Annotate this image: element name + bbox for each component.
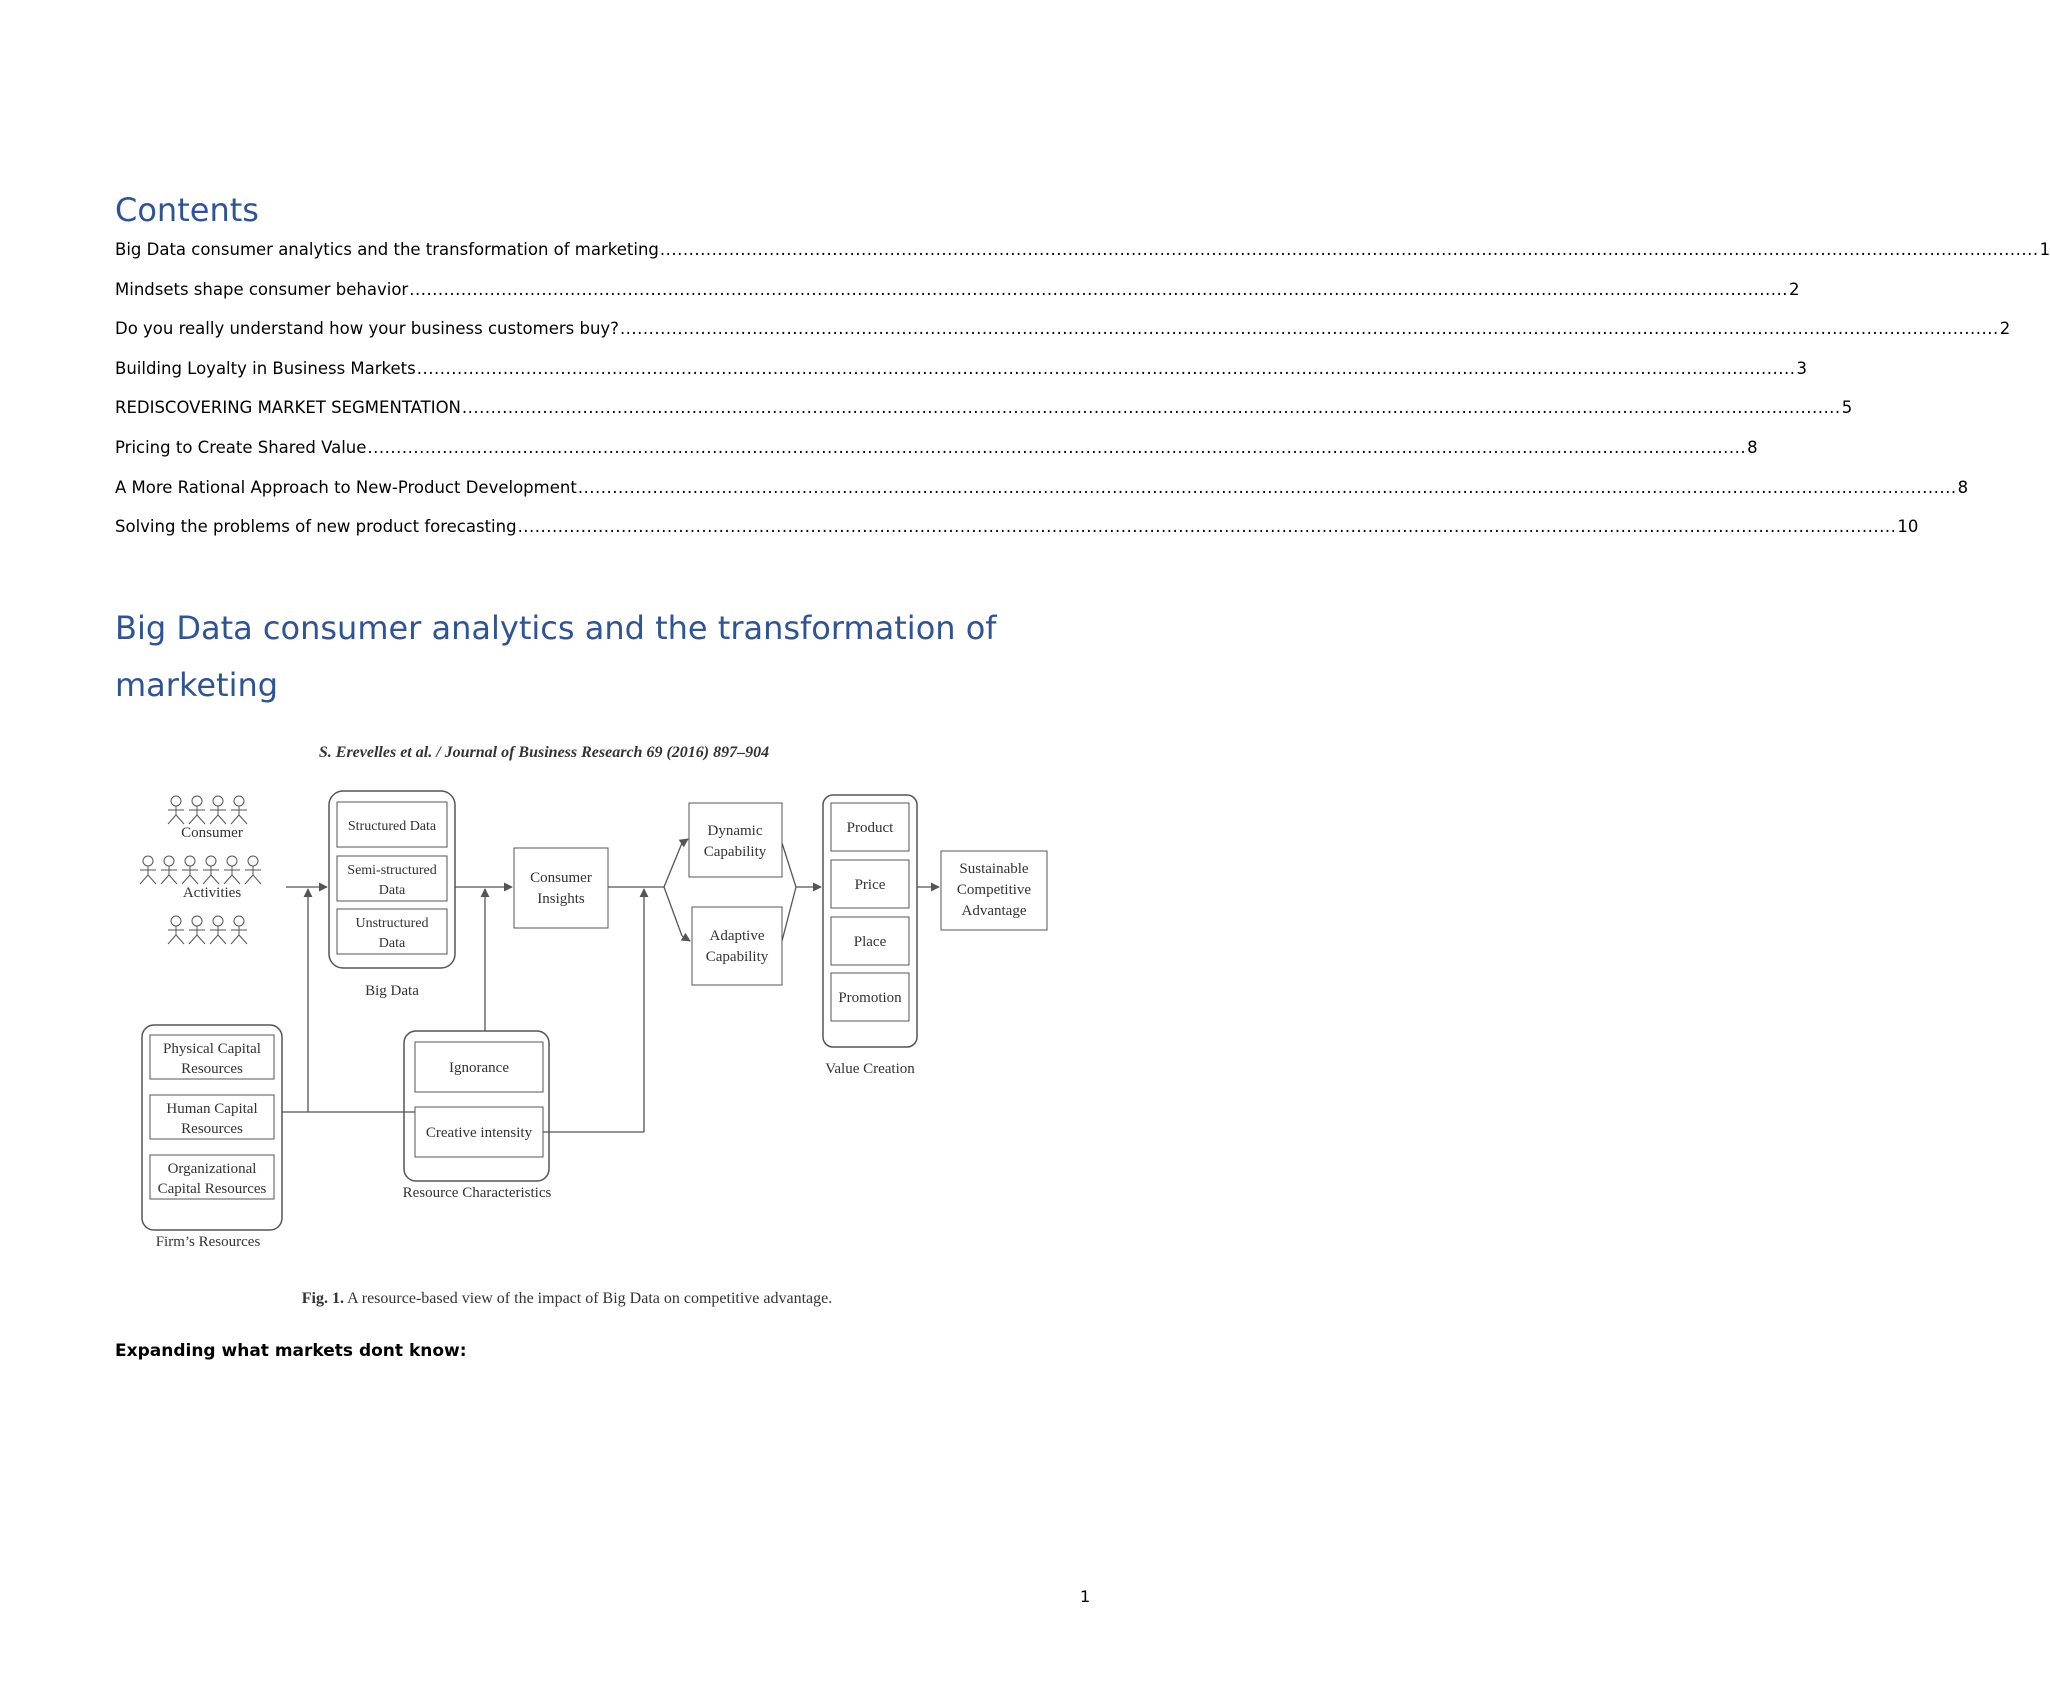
value-creation-label: Value Creation xyxy=(825,1061,915,1077)
value-price: Price xyxy=(854,877,886,893)
toc-entry-text[interactable]: Big Data consumer analytics and the transformation of marketing xyxy=(115,240,659,259)
value-promotion: Promotion xyxy=(838,990,902,1006)
toc-entry-text[interactable]: REDISCOVERING MARKET SEGMENTATION xyxy=(115,398,461,418)
toc-entry[interactable] xyxy=(115,477,1969,518)
toc-entry-page[interactable]: 8 xyxy=(1957,477,1969,497)
big-data-label: Big Data xyxy=(365,983,419,999)
unstructured-line1: Unstructured xyxy=(355,916,429,931)
toc-entry-page[interactable]: 2 xyxy=(1788,279,1800,299)
dynamic-capability-line1: Dynamic xyxy=(707,823,763,839)
figure-caption-text: A resource-based view of the impact of Big Data on competitive advantage. xyxy=(347,1290,833,1307)
organizational-line2: Capital Resources xyxy=(157,1181,267,1197)
structured-data-box: Structured Data xyxy=(347,819,437,834)
semi-structured-line2: Data xyxy=(378,883,406,898)
resource-characteristics-label: Resource Characteristics xyxy=(402,1185,552,1201)
toc-entry[interactable] xyxy=(115,319,2011,359)
toc-leader xyxy=(518,517,1897,536)
journal-header: S. Erevelles et al. / Journal of Business Research 69 (2016) 897–904 xyxy=(318,744,770,761)
toc-entry[interactable] xyxy=(115,437,1758,478)
table-of-contents xyxy=(115,240,2050,557)
sca-line1: Sustainable xyxy=(959,861,1029,877)
toc-entry-text[interactable]: Do you really understand how your business customers buy? xyxy=(115,319,619,339)
toc-entry-page[interactable]: 5 xyxy=(1841,398,1853,418)
toc-leader xyxy=(417,359,1796,378)
toc-entry[interactable] xyxy=(115,358,1808,399)
section-heading: Big Data consumer analytics and the transformation of marketing xyxy=(115,609,997,704)
page-number: 1 xyxy=(1080,1587,1091,1606)
semi-structured-line1: Semi-structured xyxy=(347,863,437,878)
ignorance-box: Ignorance xyxy=(449,1060,509,1076)
toc-entry-page[interactable]: 1 xyxy=(2039,240,2050,259)
unstructured-line2: Data xyxy=(378,936,406,951)
physical-capital-line1: Physical Capital xyxy=(163,1041,261,1057)
toc-leader xyxy=(409,280,1788,299)
activities-label: Activities xyxy=(182,885,242,901)
toc-entry-page[interactable]: 8 xyxy=(1747,437,1758,457)
consumer-figures-icon xyxy=(140,796,261,944)
value-place: Place xyxy=(853,934,887,950)
consumer-insights-line2: Insights xyxy=(537,891,585,907)
toc-entry-text[interactable]: Solving the problems of new product forecasting xyxy=(115,517,517,537)
consumer-insights-line1: Consumer xyxy=(530,870,592,886)
toc-entry[interactable] xyxy=(115,279,1800,320)
adaptive-capability-line2: Capability xyxy=(705,949,769,965)
figure-caption-label: Fig. 1. xyxy=(301,1290,344,1307)
dynamic-capability-line2: Capability xyxy=(703,844,767,860)
firm-resources-label: Firm’s Resources xyxy=(155,1234,261,1250)
toc-entry-text[interactable]: Pricing to Create Shared Value xyxy=(115,437,367,457)
toc-leader xyxy=(660,240,2039,259)
toc-leader xyxy=(578,478,1957,497)
toc-entry[interactable] xyxy=(115,240,2050,280)
consumer-label: Consumer xyxy=(181,825,243,841)
organizational-line1: Organizational xyxy=(167,1161,257,1177)
adaptive-capability-line1: Adaptive xyxy=(709,928,765,944)
value-product: Product xyxy=(846,820,894,836)
figure-caption xyxy=(302,1290,833,1307)
toc-entry[interactable] xyxy=(115,517,1919,557)
toc-entry-text[interactable]: Building Loyalty in Business Markets xyxy=(115,358,416,378)
toc-entry-page[interactable]: 2 xyxy=(1999,319,2011,339)
sca-line2: Competitive xyxy=(956,882,1032,898)
figure-diagram xyxy=(136,735,1052,1307)
human-capital-line1: Human Capital xyxy=(166,1101,258,1117)
subheading: Expanding what markets dont know: xyxy=(115,1341,467,1361)
toc-entry[interactable] xyxy=(115,398,1853,438)
human-capital-line2: Resources xyxy=(181,1121,243,1137)
toc-entry-page[interactable]: 10 xyxy=(1897,517,1919,537)
toc-title: Contents xyxy=(115,191,259,229)
toc-entry-text[interactable]: Mindsets shape consumer behavior xyxy=(115,279,409,299)
toc-leader xyxy=(620,319,1999,338)
sca-line3: Advantage xyxy=(961,903,1027,919)
creative-intensity-box: Creative intensity xyxy=(425,1125,533,1141)
physical-capital-line2: Resources xyxy=(181,1061,243,1077)
toc-entry-page[interactable]: 3 xyxy=(1796,358,1808,378)
toc-entry-text[interactable]: A More Rational Approach to New-Product Development xyxy=(115,477,577,497)
toc-leader xyxy=(462,398,1841,417)
toc-leader xyxy=(367,438,1746,457)
